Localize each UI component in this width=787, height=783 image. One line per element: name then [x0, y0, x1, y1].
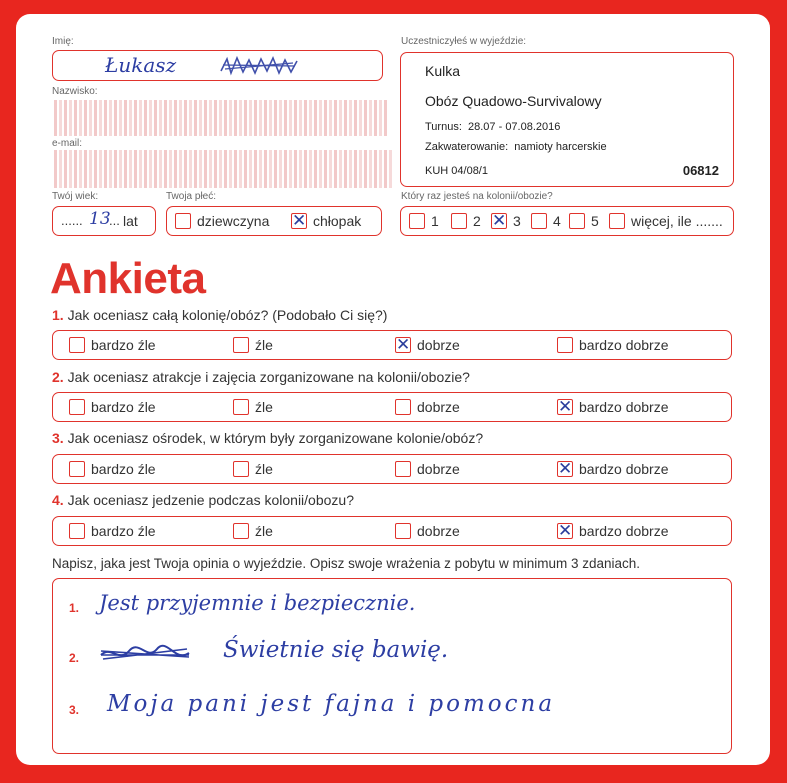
question-3-options — [52, 454, 732, 484]
checkbox-icon[interactable] — [395, 399, 411, 415]
survey-title: Ankieta — [50, 254, 206, 303]
q1-option-dobrze[interactable]: ✕ dobrze — [395, 337, 460, 353]
answer-3-num: 3. — [69, 703, 80, 717]
plec-option-chlopak[interactable]: ✕ chłopak — [291, 213, 361, 229]
q4-option-bardzo-dobrze[interactable]: ✕ bardzo dobrze — [557, 523, 669, 539]
checkbox-icon[interactable] — [395, 461, 411, 477]
camp-number: 06812 — [682, 163, 719, 178]
checkbox-icon[interactable] — [233, 337, 249, 353]
checkbox-icon[interactable] — [233, 399, 249, 415]
camp-name: Kulka — [425, 63, 461, 79]
nazwisko-label: Nazwisko: — [52, 86, 98, 97]
wiek-dots-after: ... — [109, 213, 120, 228]
opinion-prompt: Napisz, jaka jest Twoja opinia o wyjeździe. Opisz swoje wrażenia z pobytu w minimum 3 zdaniach. — [52, 556, 641, 571]
q2-option-bardzo-dobrze[interactable]: ✕ bardzo dobrze — [557, 399, 669, 415]
plec-field — [166, 206, 382, 236]
wiek-label: Twój wiek: — [52, 191, 99, 202]
checkbox-checked-icon[interactable] — [395, 337, 411, 353]
ktory-raz-option-wiecej[interactable]: więcej, ile ....... — [609, 213, 723, 229]
imie-field[interactable] — [52, 50, 383, 81]
checkbox-icon[interactable] — [233, 461, 249, 477]
answer-2-num: 2. — [69, 651, 80, 665]
checkbox-checked-icon[interactable] — [291, 213, 307, 229]
ktory-raz-label: Który raz jesteś na kolonii/obozie? — [401, 191, 553, 202]
checkbox-icon[interactable] — [557, 337, 573, 353]
q2-option-dobrze[interactable]: dobrze — [395, 399, 460, 415]
checkbox-icon[interactable] — [69, 523, 85, 539]
q3-option-zle[interactable]: źle — [233, 461, 273, 477]
imie-label: Imię: — [52, 36, 74, 47]
q3-option-bardzo-zle[interactable]: bardzo źle — [69, 461, 156, 477]
answer-1-num: 1. — [69, 601, 80, 615]
question-1: 1. Jak oceniasz całą kolonię/obóz? (Podobało Ci się?) — [52, 307, 388, 323]
q3-option-dobrze[interactable]: dobrze — [395, 461, 460, 477]
nazwisko-redacted — [54, 100, 388, 136]
imie-value: Łukasz — [105, 53, 177, 77]
survey-sheet — [16, 14, 770, 765]
checkbox-icon[interactable] — [69, 399, 85, 415]
checkbox-checked-icon[interactable] — [557, 461, 573, 477]
wiek-value: 13 — [89, 209, 111, 229]
crossed-out-scribble — [99, 641, 191, 669]
question-2: 2. Jak oceniasz atrakcje i zajęcia zorganizowane na kolonii/obozie? — [52, 369, 470, 385]
checkbox-icon[interactable] — [69, 337, 85, 353]
question-4: 4. Jak oceniasz jedzenie podczas kolonii/obozu? — [52, 492, 354, 508]
q4-option-bardzo-zle[interactable]: bardzo źle — [69, 523, 156, 539]
email-label: e-mail: — [52, 138, 83, 149]
checkbox-icon[interactable] — [569, 213, 585, 229]
question-2-options — [52, 392, 732, 422]
checkbox-checked-icon[interactable] — [557, 399, 573, 415]
checkbox-icon[interactable] — [409, 213, 425, 229]
q1-option-zle[interactable]: źle — [233, 337, 273, 353]
ktory-raz-option-2[interactable]: 2 — [451, 213, 481, 229]
checkbox-icon[interactable] — [233, 523, 249, 539]
question-1-options — [52, 330, 732, 360]
wiek-dots-before: ...... — [61, 213, 83, 228]
checkbox-icon[interactable] — [69, 461, 85, 477]
checkbox-icon[interactable] — [395, 523, 411, 539]
question-3: 3. Jak oceniasz ośrodek, w którym były zorganizowane kolonie/obóz? — [52, 430, 484, 446]
plec-option-dziewczyna[interactable]: dziewczyna — [175, 213, 269, 229]
answer-3-text: Moja pani jest fajna i pomocna — [107, 691, 556, 717]
checkbox-icon[interactable] — [609, 213, 625, 229]
ktory-raz-option-3[interactable]: ✕ 3 — [491, 213, 521, 229]
plec-label: Twoja płeć: — [166, 191, 217, 202]
wiek-field[interactable] — [52, 206, 156, 236]
email-redacted — [54, 150, 392, 188]
q1-option-bardzo-zle[interactable]: bardzo źle — [69, 337, 156, 353]
ktory-raz-option-5[interactable]: 5 — [569, 213, 599, 229]
q3-option-bardzo-dobrze[interactable]: ✕ bardzo dobrze — [557, 461, 669, 477]
answer-2-text: Świetnie się bawię. — [223, 637, 449, 663]
checkbox-icon[interactable] — [451, 213, 467, 229]
checkbox-checked-icon[interactable] — [491, 213, 507, 229]
camp-zakwaterowanie: Zakwaterowanie: namioty harcerskie — [425, 141, 607, 153]
question-4-options — [52, 516, 732, 546]
q2-option-bardzo-zle[interactable]: bardzo źle — [69, 399, 156, 415]
checkbox-icon[interactable] — [531, 213, 547, 229]
answer-1-text: Jest przyjemnie i bezpiecznie. — [99, 591, 416, 615]
camp-program: Obóz Quadowo-Survivalowy — [425, 93, 602, 109]
surname-scribble — [219, 55, 299, 77]
camp-turnus: Turnus: 28.07 - 07.08.2016 — [425, 121, 561, 133]
ktory-raz-field — [400, 206, 734, 236]
ktory-raz-option-1[interactable]: 1 — [409, 213, 439, 229]
q4-option-dobrze[interactable]: dobrze — [395, 523, 460, 539]
wiek-unit: lat — [123, 213, 138, 229]
ktory-raz-option-4[interactable]: 4 — [531, 213, 561, 229]
q4-option-zle[interactable]: źle — [233, 523, 273, 539]
camp-card — [400, 52, 734, 187]
q2-option-zle[interactable]: źle — [233, 399, 273, 415]
checkbox-checked-icon[interactable] — [557, 523, 573, 539]
checkbox-icon[interactable] — [175, 213, 191, 229]
camp-code: KUH 04/08/1 — [425, 165, 488, 177]
q1-option-bardzo-dobrze[interactable]: bardzo dobrze — [557, 337, 669, 353]
uczestniczyles-label: Uczestniczyłeś w wyjeździe: — [401, 36, 527, 47]
opinion-textarea[interactable] — [52, 578, 732, 754]
